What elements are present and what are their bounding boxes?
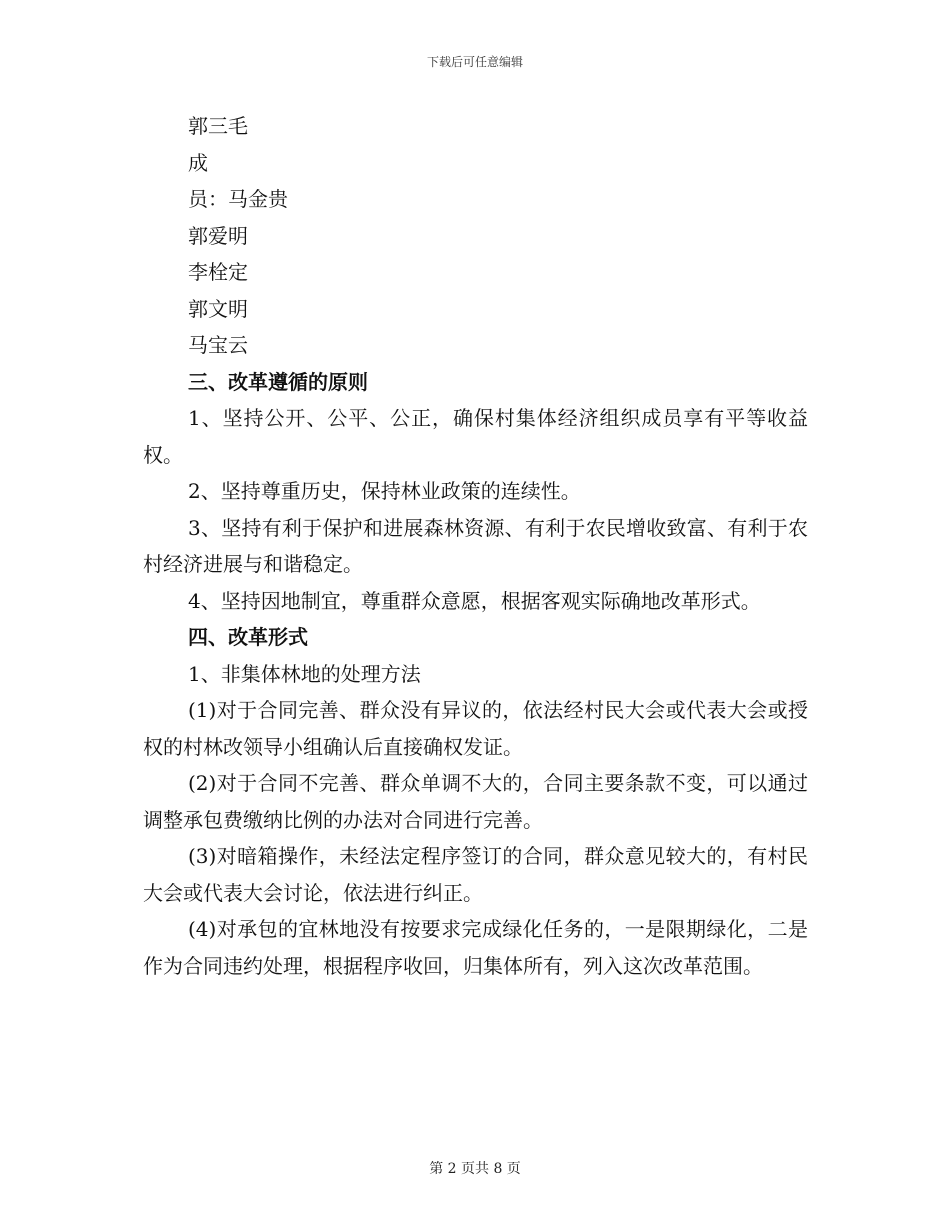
principle-item: 4、坚持因地制宜，尊重群众意愿，根据客观实际确地改革形式。	[188, 588, 761, 613]
method-item: (2)对于合同不完善、群众单调不大的，合同主要条款不变，可以通过调整承包费缴纳比例的办法对合同进行完善。	[143, 771, 808, 832]
member-name-line: 成	[188, 150, 208, 175]
member-name-line: 马宝云	[188, 333, 248, 357]
page-header: 下载后可任意编辑	[426, 55, 523, 69]
member-name-line: 郭三毛	[188, 114, 248, 138]
principle-item: 2、坚持尊重历史，保持林业政策的连续性。	[188, 479, 581, 503]
member-name-line: 李栓定	[188, 260, 248, 284]
method-item: (4)对承包的宜林地没有按要求完成绿化任务的，一是限期绿化，二是作为合同违约处理，根据程序收回，归集体所有，列入这次改革范围。	[143, 917, 808, 978]
section-heading: 四、改革形式	[188, 625, 308, 649]
member-name-line: 员：马金贵	[188, 187, 288, 211]
principle-item: 3、坚持有利于保护和进展森林资源、有利于农民增收致富、有利于农村经济进展与和谐稳定。	[143, 515, 808, 576]
member-name-line: 郭爱明	[188, 223, 248, 248]
section-heading: 三、改革遵循的原则	[188, 369, 368, 394]
subsection-heading: 1、非集体林地的处理方法	[188, 661, 421, 686]
method-item: (3)对暗箱操作，未经法定程序签订的合同，群众意见较大的，有村民大会或代表大会讨论，依法进行纠正。	[143, 844, 808, 905]
document-body	[143, 108, 808, 984]
method-item: (1)对于合同完善、群众没有异议的，依法经村民大会或代表大会或授权的村林改领导小组确认后直接确权发证。	[143, 698, 808, 759]
member-name-line: 郭文明	[188, 296, 248, 321]
page-footer: 第 2 页共 8 页	[429, 1161, 521, 1177]
principle-item: 1、坚持公开、公平、公正，确保村集体经济组织成员享有平等收益权。	[143, 406, 808, 467]
